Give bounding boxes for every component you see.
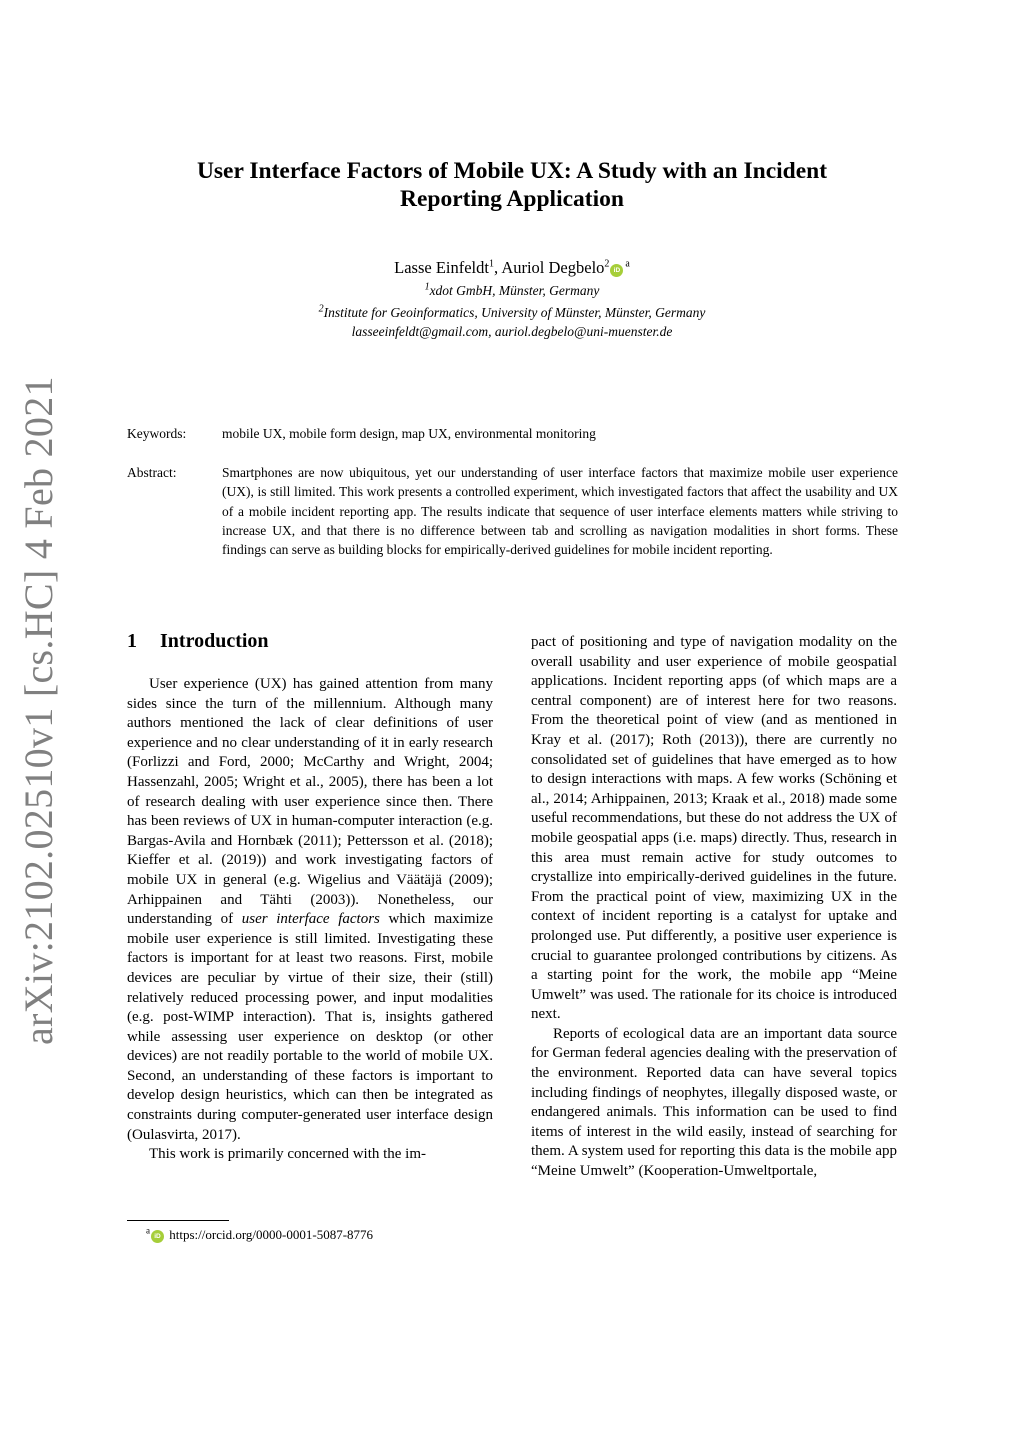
- keywords-label: Keywords:: [127, 426, 187, 441]
- intro-paragraph-3: Reports of ecological data are an important data source for German federal agencies dealing with the preservation of the environment. Reported data can have several topics including findings of neophytes, illegally disposed waste, or endangered animals. This information can be used to find items of interest in the wild easily, instead of searching for them. A system used for reporting this data is the mobile app “Meine Umwelt” (Kooperation-Umweltportale,: [531, 1025, 897, 1180]
- paper-title: [150, 157, 874, 213]
- intro-p1-emphasis: user interface factors: [241, 911, 380, 928]
- title-line-2: Reporting Application: [400, 186, 624, 212]
- intro-p1-after-emphasis: which maximize mobile user experience is still limited. Investigating these factors is important for at least two reasons. First, mobile devices are peculiar by virtue of their size, their (still) relatively reduced processing power, and input modalities (e.g. post-WIMP interaction). That is, insights gathered while assessing user experience on desktop (or other devices) are not readily portable to the world of mobile UX. Second, an understanding of these factors is important to develop design heuristics, which can then be integrated as constraints during computer-generated user interface design (Oulasvirta, 2017).: [127, 911, 493, 1143]
- author-2-name: Auriol Degbelo: [501, 258, 605, 277]
- intro-p1-before-emphasis: User experience (UX) has gained attention from many sides since the turn of the millennium. Although many authors mentioned the lack of clear definitions of user experience and no clear understanding of it in early research (Forlizzi and Ford, 2000; McCarthy and Wright, 2004; Hassenzahl, 2005; Wright et al., 2005), there has been a lot of research dealing with user experience since then. There has been reviews of UX in human-computer interaction (e.g. Bargas-Avila and Hornbæk (2011); Pettersson et al. (2018); Kieffer et al. (2019)) and work investigating factors of mobile UX in general (e.g. Wigelius and Väätäjä (2009); Arhippainen and Tähti (2003)). Nonetheless, our understanding of: [127, 676, 493, 928]
- footnote: [146, 1226, 373, 1244]
- intro-paragraph-2-start: This work is primarily concerned with the im-: [149, 1146, 427, 1163]
- section-number: 1: [127, 630, 137, 652]
- author-list: [150, 258, 874, 278]
- right-column: [531, 633, 897, 1182]
- affiliation-2: [150, 304, 874, 322]
- intro-paragraph-1: [127, 675, 493, 1145]
- orcid-icon[interactable]: iD: [151, 1230, 164, 1243]
- title-line-1: User Interface Factors of Mobile UX: A Study with an Incident: [196, 158, 828, 184]
- affiliation-1-text: xdot GmbH, Münster, Germany: [429, 283, 600, 298]
- section-heading: [127, 628, 269, 654]
- author-2-affiliation-mark: 2: [604, 258, 610, 270]
- affiliation-1: [150, 282, 874, 300]
- left-column: [127, 675, 493, 1165]
- affiliation-2-mark: 2: [318, 303, 324, 315]
- orcid-footnote-mark: a: [625, 258, 630, 270]
- intro-paragraph-2-continued: pact of positioning and type of navigation modality on the overall usability and user experience of mobile geospatial applications. Incident reporting apps (of which maps are a central component) are of interest here for two reasons. From the theoretical point of view (and as mentioned in Kray et al. (2017); Roth (2013)), there are currently no consolidated set of guidelines that have emerged as to how to design interactions with maps. A few works (Schöning et al., 2014; Arhippainen, 2013; Kraak et al., 2018) made some useful recommendations, but these do not address the UX of mobile geospatial apps (i.e. maps) directly. Thus, research in this area must remain active for study outcomes to crystallize into empirically-derived guidelines in the future. From the practical point of view, maximizing UX in the context of incident reporting is a catalyst for uptake and prolonged use. Put differently, a positive user experience is crucial to guarantee prolonged contributions by citizens. As a starting point for the work, the mobile app “Meine Umwelt” was used. The rationale for its choice is introduced next.: [531, 634, 897, 1023]
- author-emails: lasseeinfeldt@gmail.com, auriol.degbelo@uni-muenster.de: [351, 324, 673, 339]
- footnote-divider: [127, 1220, 229, 1221]
- author-1-affiliation-mark: 1: [488, 258, 494, 270]
- keywords-text: mobile UX, mobile form design, map UX, environmental monitoring: [222, 426, 596, 441]
- arxiv-identifier-stamp: arXiv:2102.02510v1 [cs.HC] 4 Feb 2021: [16, 376, 61, 1045]
- footnote-mark: a: [146, 1225, 150, 1236]
- orcid-icon[interactable]: iD: [610, 264, 623, 277]
- author-separator: ,: [493, 258, 502, 277]
- section-title: Introduction: [160, 630, 269, 652]
- orcid-link[interactable]: https://orcid.org/0000-0001-5087-8776: [169, 1227, 374, 1242]
- affiliation-2-text: Institute for Geoinformatics, University of Münster, Münster, Germany: [323, 305, 706, 320]
- abstract-text: Smartphones are now ubiquitous, yet our understanding of user interface factors that maximize mobile user experience (UX), is still limited. This work presents a controlled experiment, which investigated factors that affect the usability and UX of a mobile incident reporting app. The results indicate that sequence of user interface elements matters while striving to increase UX, and that there is no difference between tab and scrolling as navigation modalities in short forms. These findings can serve as building blocks for empirically-derived guidelines for mobile incident reporting.: [222, 465, 898, 558]
- affiliation-1-mark: 1: [424, 281, 430, 293]
- abstract-label: Abstract:: [127, 465, 177, 480]
- author-1-name: Lasse Einfeldt: [394, 258, 489, 277]
